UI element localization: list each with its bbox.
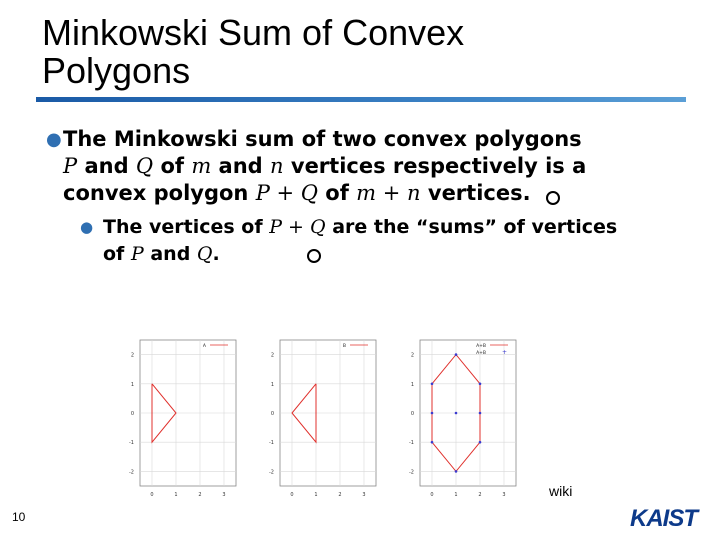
bullet-level2-text bbox=[103, 214, 700, 268]
y-tick-label: 1 bbox=[130, 381, 134, 388]
y-tick-label: 1 bbox=[410, 381, 414, 388]
series-point bbox=[455, 470, 458, 473]
series-point bbox=[431, 412, 434, 415]
x-tick-label: 2 bbox=[478, 492, 482, 498]
series-point bbox=[479, 441, 482, 444]
bullet-level1 bbox=[46, 126, 706, 207]
x-tick-label: 1 bbox=[314, 492, 318, 498]
slide-title-line1: Minkowski Sum of Convex bbox=[42, 12, 465, 53]
b1-part: The Minkowski sum of two convex polygons bbox=[63, 127, 582, 151]
plot-panel-2 bbox=[269, 340, 376, 498]
y-tick-label: 2 bbox=[130, 352, 134, 359]
x-tick-label: 0 bbox=[430, 492, 434, 498]
b1-math: m bbox=[191, 154, 212, 178]
x-tick-label: 3 bbox=[362, 492, 366, 498]
cursor-circle-icon bbox=[546, 191, 560, 205]
y-tick-label: -1 bbox=[129, 440, 134, 447]
legend-label: A bbox=[202, 344, 206, 349]
series-point bbox=[431, 383, 434, 386]
b1-math: m + n bbox=[356, 181, 421, 205]
x-tick-label: 2 bbox=[198, 492, 202, 498]
b1-part: vertices respectively is a bbox=[283, 154, 587, 178]
x-tick-label: 3 bbox=[502, 492, 506, 498]
series-point bbox=[455, 412, 458, 415]
legend-label: B bbox=[342, 344, 346, 349]
b2-math: P + Q bbox=[269, 216, 326, 238]
b1-math: P bbox=[63, 154, 78, 178]
b1-part: vertices. bbox=[420, 181, 531, 205]
y-tick-label: -1 bbox=[409, 440, 414, 447]
b2-math: P bbox=[130, 243, 144, 265]
page-number: 10 bbox=[12, 510, 26, 524]
series-point bbox=[455, 353, 458, 356]
y-tick-label: -2 bbox=[129, 469, 134, 476]
y-tick-label: 2 bbox=[270, 352, 274, 359]
x-tick-label: 3 bbox=[222, 492, 226, 498]
legend-label: A+B bbox=[476, 344, 486, 349]
b1-math: Q bbox=[135, 154, 154, 178]
b2-part: are the “sums” of vertices bbox=[325, 216, 618, 238]
cursor-circle-icon bbox=[307, 249, 321, 263]
x-tick-label: 0 bbox=[290, 492, 294, 498]
logo-text: KAIST bbox=[630, 505, 697, 532]
b1-part: convex polygon bbox=[63, 181, 256, 205]
x-tick-label: 1 bbox=[174, 492, 178, 498]
x-tick-label: 0 bbox=[150, 492, 154, 498]
plot-panel-3 bbox=[409, 340, 516, 498]
b1-part: of bbox=[317, 181, 357, 205]
b1-math: P + Q bbox=[255, 181, 318, 205]
slide-title-line2: Polygons bbox=[42, 50, 191, 91]
series-point bbox=[479, 412, 482, 415]
b2-part: and bbox=[143, 243, 197, 265]
plot-panel-1 bbox=[129, 340, 236, 498]
bullet-level1-text bbox=[63, 126, 706, 207]
source-credit: wiki bbox=[549, 483, 573, 499]
series-point bbox=[479, 383, 482, 386]
b2-part: of bbox=[103, 243, 131, 265]
bullet-level2 bbox=[80, 214, 700, 268]
y-tick-label: -2 bbox=[409, 469, 414, 476]
bullet-dot-icon: ● bbox=[80, 218, 94, 236]
b1-math: n bbox=[270, 154, 284, 178]
y-tick-label: 2 bbox=[410, 352, 414, 359]
title-underline bbox=[36, 97, 686, 102]
b2-part: . bbox=[212, 243, 220, 265]
b1-part: and bbox=[77, 154, 136, 178]
b2-math: Q bbox=[196, 243, 213, 265]
x-tick-label: 2 bbox=[338, 492, 342, 498]
bullet-dot-icon: ● bbox=[46, 129, 62, 150]
y-tick-label: -2 bbox=[269, 469, 274, 476]
legend-label: A+B bbox=[476, 351, 486, 356]
kaist-logo bbox=[630, 505, 702, 533]
minkowski-plots bbox=[112, 332, 532, 512]
b2-part: The vertices of bbox=[103, 216, 270, 238]
y-tick-label: 1 bbox=[270, 381, 274, 388]
y-tick-label: 0 bbox=[270, 411, 274, 417]
y-tick-label: 0 bbox=[130, 411, 134, 417]
x-tick-label: 1 bbox=[454, 492, 458, 498]
legend-marker: + bbox=[502, 349, 508, 356]
slide-title bbox=[42, 14, 682, 90]
b1-part: and bbox=[211, 154, 271, 178]
y-tick-label: -1 bbox=[269, 440, 274, 447]
series-point bbox=[431, 441, 434, 444]
y-tick-label: 0 bbox=[410, 411, 414, 417]
b1-part: of bbox=[153, 154, 192, 178]
